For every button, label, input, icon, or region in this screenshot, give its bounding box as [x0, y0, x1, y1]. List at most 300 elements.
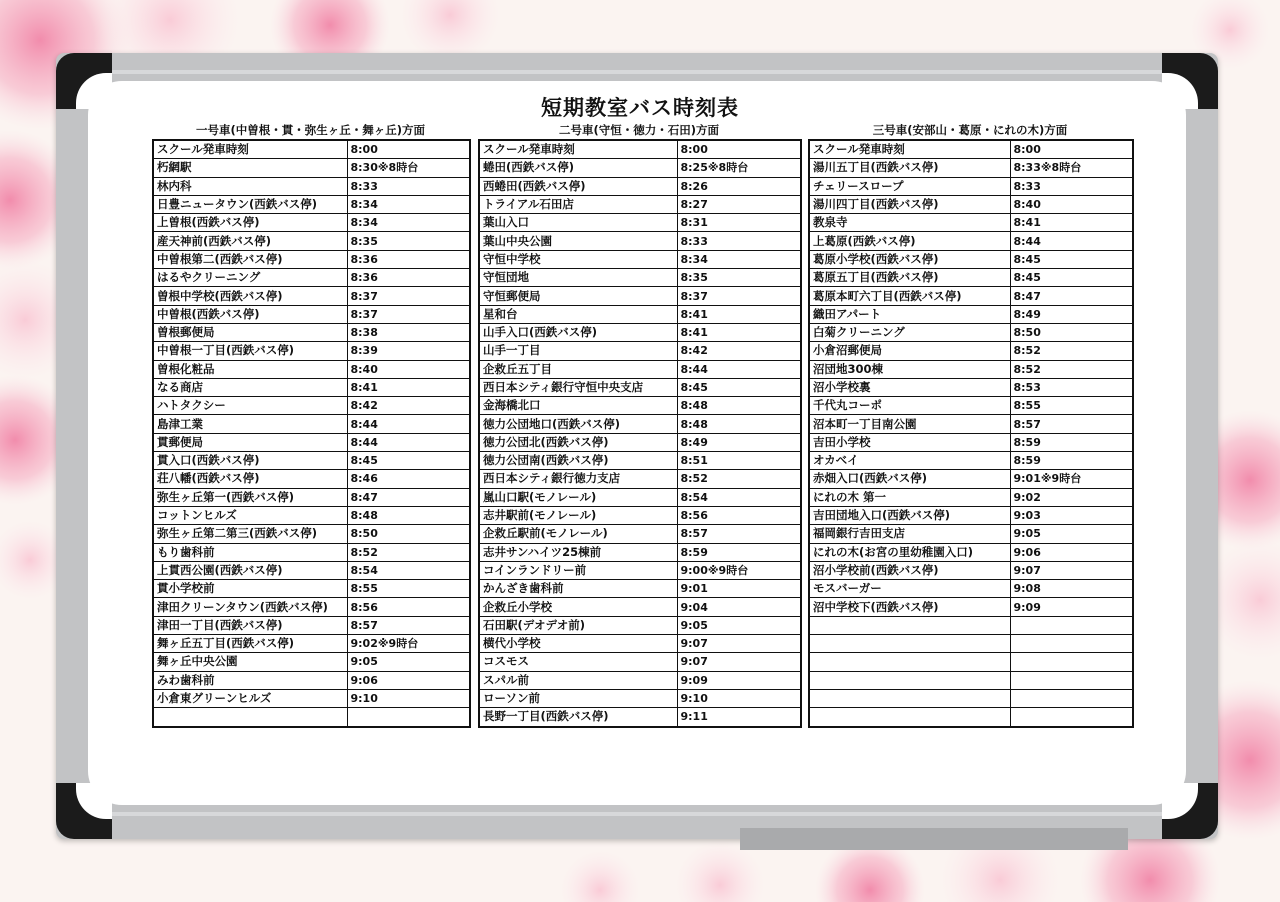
route-3-section [808, 122, 1132, 728]
stop-name-cell: スクール発車時刻 [153, 140, 347, 159]
table-row [479, 671, 801, 689]
departure-time-cell: 9:04 [677, 598, 801, 616]
stop-name-cell [153, 708, 347, 727]
stop-name-cell: 貫小学校前 [153, 580, 347, 598]
table-row [479, 488, 801, 506]
stop-name-cell: 舞ヶ丘中央公園 [153, 653, 347, 671]
table-row [479, 214, 801, 232]
stop-name-cell: チェリースロープ [809, 177, 1010, 195]
stop-name-cell: 沼本町一丁目南公園 [809, 415, 1010, 433]
table-row [479, 543, 801, 561]
table-row [153, 342, 470, 360]
table-row [809, 671, 1133, 689]
table-row [153, 269, 470, 287]
departure-time-cell: 9:10 [347, 689, 470, 707]
stop-name-cell: 曽根郵便局 [153, 323, 347, 341]
departure-time-cell [1010, 708, 1133, 727]
table-row [809, 342, 1133, 360]
stop-name-cell: 上葛原(西鉄バス停) [809, 232, 1010, 250]
stop-name-cell: 吉田団地入口(西鉄バス停) [809, 506, 1010, 524]
stop-name-cell: 弥生ヶ丘第二第三(西鉄バス停) [153, 525, 347, 543]
table-row [809, 195, 1133, 213]
departure-time-cell [1010, 671, 1133, 689]
table-row [153, 616, 470, 634]
departure-time-cell: 9:09 [1010, 598, 1133, 616]
table-row [153, 287, 470, 305]
departure-time-cell: 8:56 [347, 598, 470, 616]
departure-time-cell: 8:49 [1010, 305, 1133, 323]
stop-name-cell: 舞ヶ丘五丁目(西鉄バス停) [153, 635, 347, 653]
table-row [153, 397, 470, 415]
table-row [153, 506, 470, 524]
stop-name-cell: 曽根中学校(西鉄バス停) [153, 287, 347, 305]
departure-time-cell: 8:46 [347, 470, 470, 488]
departure-time-cell: 8:45 [677, 378, 801, 396]
stop-name-cell: 中曽根一丁目(西鉄バス停) [153, 342, 347, 360]
stop-name-cell: 葛原小学校(西鉄バス停) [809, 250, 1010, 268]
route-heading: 三号車(安部山・葛原・にれの木)方面 [872, 123, 1068, 137]
departure-time-cell: 8:57 [1010, 415, 1133, 433]
table-row [809, 140, 1133, 159]
table-row [479, 195, 801, 213]
table-row [153, 159, 470, 177]
stop-name-cell: ハトタクシー [153, 397, 347, 415]
departure-time-cell: 8:59 [677, 543, 801, 561]
stop-name-cell: 中曽根第二(西鉄バス停) [153, 250, 347, 268]
departure-time-cell: 8:34 [347, 214, 470, 232]
table-row [153, 415, 470, 433]
table-row [809, 580, 1133, 598]
stop-name-cell: 沼小学校前(西鉄バス停) [809, 561, 1010, 579]
stop-name-cell: 教泉寺 [809, 214, 1010, 232]
departure-time-cell: 8:52 [347, 543, 470, 561]
table-row [153, 671, 470, 689]
stop-name-cell: 守恒中学校 [479, 250, 677, 268]
departure-time-cell: 8:57 [347, 616, 470, 634]
departure-time-cell: 8:36 [347, 250, 470, 268]
stop-name-cell: 長野一丁目(西鉄バス停) [479, 708, 677, 727]
stop-name-cell: 嵐山口駅(モノレール) [479, 488, 677, 506]
departure-time-cell: 9:03 [1010, 506, 1133, 524]
stop-name-cell: もり歯科前 [153, 543, 347, 561]
table-row [153, 195, 470, 213]
route-heading: 二号車(守恒・徳力・石田)方面 [558, 123, 719, 137]
table-row [479, 598, 801, 616]
departure-time-cell: 9:00※9時台 [677, 561, 801, 579]
table-row [809, 287, 1133, 305]
departure-time-cell: 8:34 [347, 195, 470, 213]
departure-time-cell: 8:00 [1010, 140, 1133, 159]
table-row [809, 653, 1133, 671]
departure-time-cell: 8:33※8時台 [1010, 159, 1133, 177]
table-row [479, 177, 801, 195]
table-row [809, 635, 1133, 653]
stop-name-cell: 福岡銀行吉田支店 [809, 525, 1010, 543]
departure-time-cell: 8:34 [677, 250, 801, 268]
frame-highlight-top [112, 70, 1162, 74]
table-row [809, 598, 1133, 616]
table-row [809, 561, 1133, 579]
stop-name-cell: 葉山中央公園 [479, 232, 677, 250]
stop-name-cell: 徳力公団南(西鉄バス停) [479, 452, 677, 470]
table-row [479, 250, 801, 268]
departure-time-cell: 8:41 [347, 378, 470, 396]
departure-time-cell [1010, 653, 1133, 671]
departure-time-cell: 8:59 [1010, 433, 1133, 451]
departure-time-cell: 9:08 [1010, 580, 1133, 598]
stop-name-cell [809, 689, 1010, 707]
stop-name-cell: 林内科 [153, 177, 347, 195]
timetable-route-3 [808, 139, 1134, 728]
stop-name-cell: 朽網駅 [153, 159, 347, 177]
table-row [809, 415, 1133, 433]
table-row [809, 305, 1133, 323]
departure-time-cell: 8:00 [347, 140, 470, 159]
departure-time-cell: 8:27 [677, 195, 801, 213]
departure-time-cell: 8:56 [677, 506, 801, 524]
departure-time-cell: 8:49 [677, 433, 801, 451]
table-row [153, 653, 470, 671]
timetable-route-1 [152, 139, 471, 728]
table-row [809, 488, 1133, 506]
departure-time-cell: 8:41 [677, 305, 801, 323]
departure-time-cell: 8:51 [677, 452, 801, 470]
stop-name-cell: 上貫西公園(西鉄バス停) [153, 561, 347, 579]
departure-time-cell: 9:07 [677, 635, 801, 653]
stop-name-cell: 志井駅前(モノレール) [479, 506, 677, 524]
departure-time-cell: 8:33 [677, 232, 801, 250]
stop-name-cell: にれの木 第一 [809, 488, 1010, 506]
stop-name-cell: モスバーガー [809, 580, 1010, 598]
table-row [479, 616, 801, 634]
departure-time-cell: 8:48 [677, 397, 801, 415]
departure-time-cell: 8:37 [677, 287, 801, 305]
table-row [479, 287, 801, 305]
route-heading: 一号車(中曽根・貫・弥生ヶ丘・舞ヶ丘)方面 [195, 123, 425, 137]
stop-name-cell: 石田駅(デオデオ前) [479, 616, 677, 634]
table-row [153, 561, 470, 579]
stop-name-cell: 弥生ヶ丘第一(西鉄バス停) [153, 488, 347, 506]
departure-time-cell: 8:42 [677, 342, 801, 360]
stop-name-cell: 守恒団地 [479, 269, 677, 287]
table-row [153, 250, 470, 268]
stop-name-cell: 吉田小学校 [809, 433, 1010, 451]
stop-name-cell: 葛原五丁目(西鉄バス停) [809, 269, 1010, 287]
departure-time-cell: 8:41 [677, 323, 801, 341]
departure-time-cell: 9:01 [677, 580, 801, 598]
stop-name-cell: 企救丘小学校 [479, 598, 677, 616]
departure-time-cell: 9:07 [1010, 561, 1133, 579]
table-row [809, 470, 1133, 488]
stop-name-cell: 貫入口(西鉄バス停) [153, 452, 347, 470]
stop-name-cell: 徳力公団地口(西鉄バス停) [479, 415, 677, 433]
stop-name-cell: オカベイ [809, 452, 1010, 470]
stop-name-cell: 貫郵便局 [153, 433, 347, 451]
departure-time-cell [1010, 635, 1133, 653]
stop-name-cell: 葛原本町六丁目(西鉄バス停) [809, 287, 1010, 305]
stop-name-cell: 葉山入口 [479, 214, 677, 232]
table-row [809, 452, 1133, 470]
stop-name-cell: コットンヒルズ [153, 506, 347, 524]
table-row [809, 397, 1133, 415]
table-row [479, 580, 801, 598]
table-row [809, 360, 1133, 378]
stop-name-cell: 志井サンハイツ25棟前 [479, 543, 677, 561]
stop-name-cell: コインランドリー前 [479, 561, 677, 579]
table-row [809, 159, 1133, 177]
departure-time-cell: 8:00 [677, 140, 801, 159]
stop-name-cell: 企救丘五丁目 [479, 360, 677, 378]
stop-name-cell: 守恒郵便局 [479, 287, 677, 305]
stop-name-cell: 上曽根(西鉄バス停) [153, 214, 347, 232]
stop-name-cell: 小倉東グリーンヒルズ [153, 689, 347, 707]
table-row [153, 635, 470, 653]
timetable-route-2 [478, 139, 802, 728]
table-row [479, 506, 801, 524]
stop-name-cell: にれの木(お宮の里幼稚園入口) [809, 543, 1010, 561]
stop-name-cell: 沼中学校下(西鉄バス停) [809, 598, 1010, 616]
departure-time-cell: 8:47 [1010, 287, 1133, 305]
departure-time-cell: 8:25※8時台 [677, 159, 801, 177]
departure-time-cell: 9:11 [677, 708, 801, 727]
departure-time-cell: 9:06 [347, 671, 470, 689]
table-row [479, 342, 801, 360]
frame-corner [56, 783, 112, 839]
table-row [153, 543, 470, 561]
table-row [809, 232, 1133, 250]
departure-time-cell: 9:10 [677, 689, 801, 707]
stop-name-cell: 白菊クリーニング [809, 323, 1010, 341]
table-row [809, 177, 1133, 195]
route-1-section [152, 122, 469, 728]
table-row [809, 506, 1133, 524]
stop-name-cell: 沼小学校裏 [809, 378, 1010, 396]
departure-time-cell: 8:48 [677, 415, 801, 433]
stop-name-cell: 西日本シティ銀行守恒中央支店 [479, 378, 677, 396]
table-row [153, 305, 470, 323]
table-row [153, 488, 470, 506]
stop-name-cell [809, 671, 1010, 689]
table-row [153, 214, 470, 232]
departure-time-cell: 8:57 [677, 525, 801, 543]
table-row [479, 689, 801, 707]
departure-time-cell: 8:52 [1010, 360, 1133, 378]
departure-time-cell: 8:45 [347, 452, 470, 470]
table-row [479, 360, 801, 378]
stop-name-cell: 横代小学校 [479, 635, 677, 653]
stop-name-cell: スパル前 [479, 671, 677, 689]
departure-time-cell: 8:44 [1010, 232, 1133, 250]
stop-name-cell: 赤畑入口(西鉄バス停) [809, 470, 1010, 488]
departure-time-cell: 9:05 [1010, 525, 1133, 543]
table-row [809, 433, 1133, 451]
departure-time-cell: 8:42 [347, 397, 470, 415]
stop-name-cell: 沼団地300棟 [809, 360, 1010, 378]
departure-time-cell: 8:44 [347, 415, 470, 433]
table-row [153, 689, 470, 707]
stop-name-cell: 星和台 [479, 305, 677, 323]
table-row [153, 598, 470, 616]
table-row [479, 269, 801, 287]
departure-time-cell: 9:06 [1010, 543, 1133, 561]
departure-time-cell [1010, 689, 1133, 707]
table-row [153, 470, 470, 488]
table-row [153, 708, 470, 727]
table-row [809, 323, 1133, 341]
departure-time-cell: 8:55 [347, 580, 470, 598]
table-row [809, 214, 1133, 232]
stop-name-cell: 津田一丁目(西鉄バス停) [153, 616, 347, 634]
departure-time-cell: 8:26 [677, 177, 801, 195]
stop-name-cell: はるやクリーニング [153, 269, 347, 287]
table-row [479, 323, 801, 341]
table-row [153, 378, 470, 396]
stop-name-cell: 企救丘駅前(モノレール) [479, 525, 677, 543]
table-row [479, 305, 801, 323]
stop-name-cell: 日豊ニュータウン(西鉄バス停) [153, 195, 347, 213]
departure-time-cell: 8:30※8時台 [347, 159, 470, 177]
stop-name-cell [809, 616, 1010, 634]
departure-time-cell: 8:40 [347, 360, 470, 378]
table-row [479, 452, 801, 470]
frame-corner [1162, 783, 1218, 839]
departure-time-cell: 8:31 [677, 214, 801, 232]
table-row [153, 433, 470, 451]
departure-time-cell: 9:02※9時台 [347, 635, 470, 653]
table-row [479, 415, 801, 433]
departure-time-cell: 9:09 [677, 671, 801, 689]
stop-name-cell: 千代丸コーポ [809, 397, 1010, 415]
table-row [153, 232, 470, 250]
table-row [809, 543, 1133, 561]
departure-time-cell: 8:59 [1010, 452, 1133, 470]
departure-time-cell: 9:02 [1010, 488, 1133, 506]
table-row [479, 232, 801, 250]
table-row [809, 616, 1133, 634]
departure-time-cell: 8:45 [1010, 250, 1133, 268]
stop-name-cell: 湯川四丁目(西鉄バス停) [809, 195, 1010, 213]
table-row [479, 378, 801, 396]
table-row [153, 360, 470, 378]
stop-name-cell: 西日本シティ銀行徳力支店 [479, 470, 677, 488]
departure-time-cell: 8:41 [1010, 214, 1133, 232]
departure-time-cell: 8:38 [347, 323, 470, 341]
stop-name-cell: 西蜷田(西鉄バス停) [479, 177, 677, 195]
stop-name-cell: 金海橋北口 [479, 397, 677, 415]
table-row [479, 653, 801, 671]
table-row [153, 525, 470, 543]
table-row [809, 689, 1133, 707]
stop-name-cell: 蜷田(西鉄バス停) [479, 159, 677, 177]
table-row [479, 159, 801, 177]
stop-name-cell: かんざき歯科前 [479, 580, 677, 598]
departure-time-cell: 8:33 [1010, 177, 1133, 195]
stop-name-cell [809, 708, 1010, 727]
stop-name-cell: 織田アパート [809, 305, 1010, 323]
table-row [153, 452, 470, 470]
departure-time-cell: 8:55 [1010, 397, 1133, 415]
table-row [479, 140, 801, 159]
departure-time-cell: 8:40 [1010, 195, 1133, 213]
table-row [153, 323, 470, 341]
stop-name-cell: 曽根化粧品 [153, 360, 347, 378]
departure-time-cell: 8:33 [347, 177, 470, 195]
stop-name-cell: コスモス [479, 653, 677, 671]
stop-name-cell: 津田クリーンタウン(西鉄バス停) [153, 598, 347, 616]
stop-name-cell [809, 653, 1010, 671]
stop-name-cell: スクール発車時刻 [809, 140, 1010, 159]
table-row [809, 378, 1133, 396]
table-row [479, 397, 801, 415]
route-2-section [478, 122, 800, 728]
departure-time-cell: 8:37 [347, 287, 470, 305]
page-title: 短期教室バス時刻表 [541, 96, 739, 120]
departure-time-cell: 8:54 [677, 488, 801, 506]
stop-name-cell: 荘八幡(西鉄バス停) [153, 470, 347, 488]
departure-time-cell: 8:50 [347, 525, 470, 543]
departure-time-cell: 8:52 [677, 470, 801, 488]
departure-time-cell: 8:44 [677, 360, 801, 378]
departure-time-cell: 8:36 [347, 269, 470, 287]
stop-name-cell: みわ歯科前 [153, 671, 347, 689]
departure-time-cell: 8:53 [1010, 378, 1133, 396]
departure-time-cell [347, 708, 470, 727]
departure-time-cell: 8:47 [347, 488, 470, 506]
departure-time-cell: 8:54 [347, 561, 470, 579]
departure-time-cell: 8:52 [1010, 342, 1133, 360]
departure-time-cell: 9:05 [677, 616, 801, 634]
table-row [809, 525, 1133, 543]
stop-name-cell: 徳力公団北(西鉄バス停) [479, 433, 677, 451]
stop-name-cell: 中曽根(西鉄バス停) [153, 305, 347, 323]
stop-name-cell: 島津工業 [153, 415, 347, 433]
table-row [479, 433, 801, 451]
table-row [153, 580, 470, 598]
stop-name-cell: トライアル石田店 [479, 195, 677, 213]
departure-time-cell: 8:50 [1010, 323, 1133, 341]
marker-tray [740, 828, 1128, 850]
departure-time-cell: 8:44 [347, 433, 470, 451]
departure-time-cell: 8:35 [347, 232, 470, 250]
frame-highlight-bottom [112, 812, 1162, 816]
departure-time-cell: 9:07 [677, 653, 801, 671]
table-row [153, 140, 470, 159]
table-row [479, 525, 801, 543]
departure-time-cell: 8:35 [677, 269, 801, 287]
stop-name-cell: ローソン前 [479, 689, 677, 707]
stop-name-cell: 小倉沼郵便局 [809, 342, 1010, 360]
stop-name-cell [809, 635, 1010, 653]
stop-name-cell: 山手一丁目 [479, 342, 677, 360]
departure-time-cell [1010, 616, 1133, 634]
stop-name-cell: スクール発車時刻 [479, 140, 677, 159]
departure-time-cell: 8:37 [347, 305, 470, 323]
table-row [479, 635, 801, 653]
table-row [153, 177, 470, 195]
departure-time-cell: 9:01※9時台 [1010, 470, 1133, 488]
departure-time-cell: 8:39 [347, 342, 470, 360]
table-row [809, 269, 1133, 287]
stop-name-cell: 湯川五丁目(西鉄バス停) [809, 159, 1010, 177]
table-row [809, 708, 1133, 727]
table-row [479, 708, 801, 727]
table-row [479, 470, 801, 488]
stop-name-cell: 山手入口(西鉄バス停) [479, 323, 677, 341]
stop-name-cell: 産天神前(西鉄バス停) [153, 232, 347, 250]
departure-time-cell: 8:48 [347, 506, 470, 524]
table-row [479, 561, 801, 579]
stop-name-cell: なる商店 [153, 378, 347, 396]
